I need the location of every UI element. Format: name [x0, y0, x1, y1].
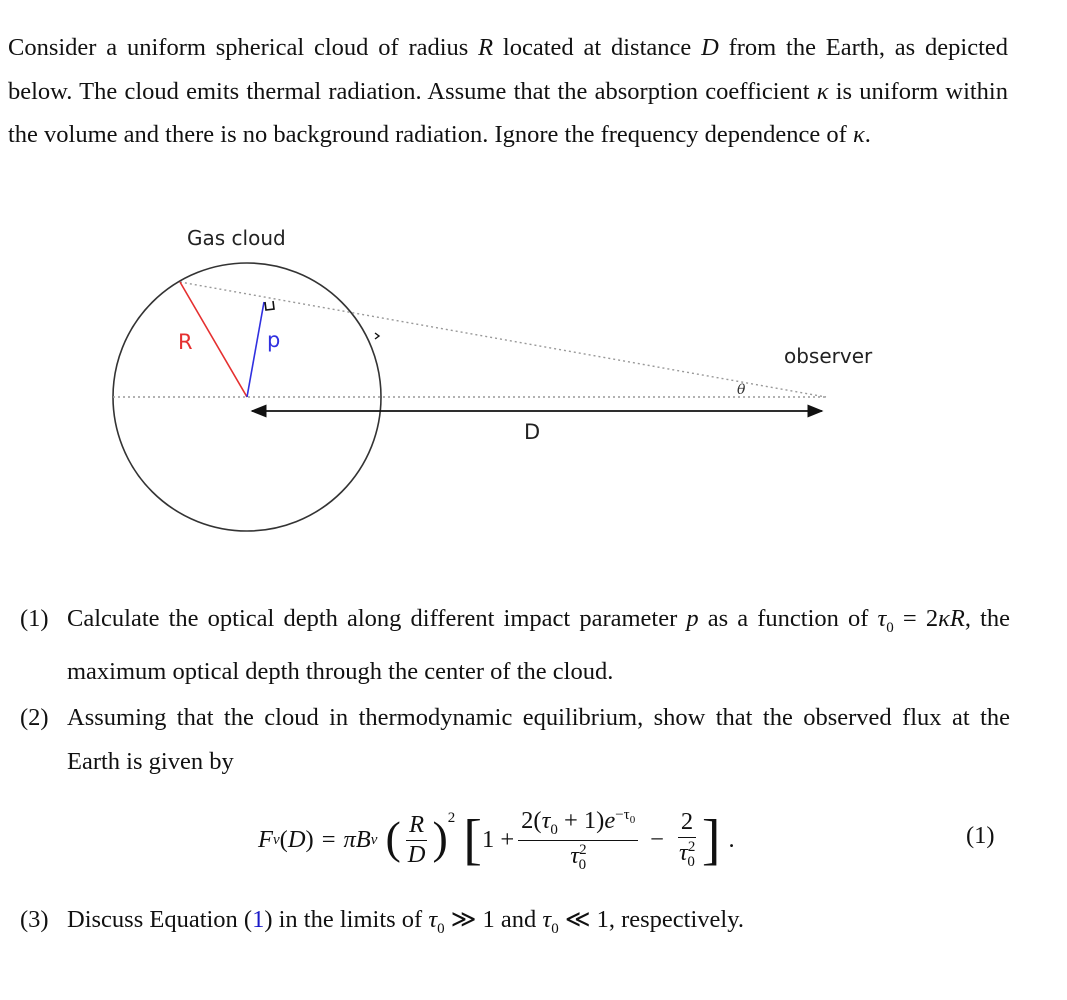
ratio-fraction: $\frac{R}{D}$	[407, 810, 426, 868]
inverse-fraction: $\frac{2}{\tau^2_0}$	[679, 808, 696, 871]
radius-label: R	[178, 330, 193, 354]
var-kappa: κ	[816, 77, 829, 105]
equation-ref-link[interactable]: 1	[252, 906, 265, 933]
exp-fraction: $\frac{2(\tau_0 + 1)e^{-\tau_0}}{\tau^2_0}$	[518, 807, 638, 873]
impact-parameter-label: p	[267, 328, 281, 352]
question-text: Discuss Equation (1) in the limits of $\tau_0$ ≫ 1 and $\tau_0$ ≪ 1, respectively.	[67, 906, 744, 937]
var-kappa: κ	[852, 121, 865, 148]
flux-equation: F ν ( D ) = π B ν ( $\frac{R}{D}$ ) $^2$ [ 1 + $\frac{2(\tau_0 + 1)e^{-\tau_0}}{\tau^2_0}$ − $\frac{2}{\tau^2_0}$ ] .	[258, 806, 735, 873]
cloud-diagram	[0, 215, 900, 535]
distance-label: D	[524, 420, 541, 444]
question-number: (1)	[20, 605, 49, 632]
question-2	[20, 696, 1010, 783]
question-text: Assuming that the cloud in thermodynamic equilibrium, show that the observed flux at the Earth is given by	[67, 704, 1010, 775]
problem-intro: Consider a uniform spherical cloud of radius R located at distance D from the Earth, as depicted below. The cloud emits thermal radiation. Assume that the absorption coefficient κ is uniform within the volume and there is no background radiation. Ignore the frequency dependence of κ.	[8, 34, 1008, 148]
var-R: R	[478, 34, 494, 61]
observer-label: observer	[784, 344, 873, 368]
question-text: Calculate the optical depth along different impact parameter p as a function of $\tau_0 = 2\kappa R$, the maximum optical depth through the center of the cloud.	[67, 605, 1010, 686]
question-3	[20, 898, 1010, 951]
question-number: (2)	[20, 704, 49, 731]
impact-parameter-line	[247, 302, 264, 397]
gas-cloud-label: Gas cloud	[187, 226, 286, 250]
var-D: D	[701, 34, 719, 61]
tick-mark	[375, 333, 379, 339]
right-angle-mark	[265, 301, 274, 310]
question-1	[20, 597, 1010, 694]
angle-label: θ	[737, 382, 746, 398]
equation-number: (1)	[966, 822, 995, 849]
question-number: (3)	[20, 906, 49, 933]
